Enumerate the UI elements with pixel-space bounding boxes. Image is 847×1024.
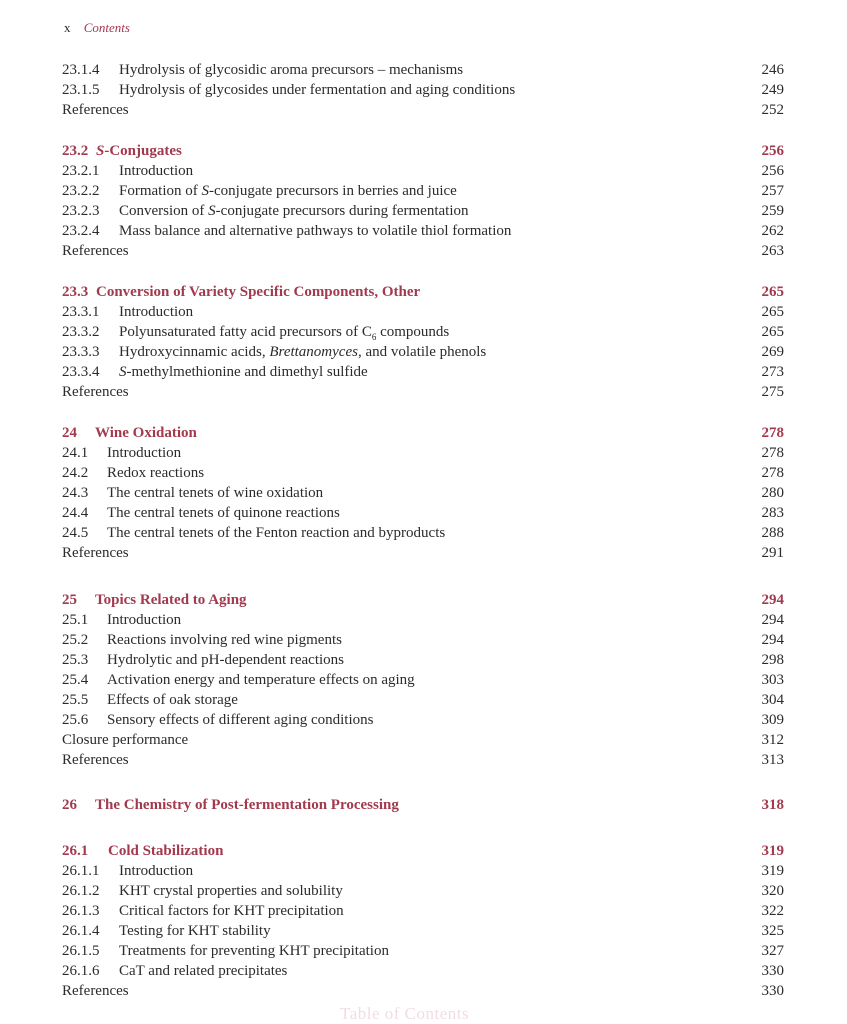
entry-title: S-methylmethionine and dimethyl sulfide <box>119 364 368 380</box>
entry-title: Sensory effects of different aging conditions <box>107 712 374 728</box>
running-head-title: Contents <box>83 20 130 35</box>
toc-entry[interactable] <box>62 201 784 221</box>
entry-number: 23.2 <box>62 143 89 159</box>
entry-title: References <box>62 102 129 118</box>
entry-page: 278 <box>761 445 784 461</box>
entry-number: 23.3.4 <box>62 364 100 380</box>
toc-entry[interactable] <box>62 503 784 523</box>
entry-number: 26.1.2 <box>62 883 100 899</box>
toc-entry-references[interactable] <box>62 981 784 1001</box>
toc-entry[interactable] <box>62 710 784 730</box>
toc-entry[interactable] <box>62 690 784 710</box>
entry-title: Hydrolysis of glycosides under fermentation and aging conditions <box>119 82 516 98</box>
toc-entry[interactable] <box>62 630 784 650</box>
toc-entry[interactable] <box>62 362 784 382</box>
entry-page: 318 <box>761 797 784 813</box>
entry-title: KHT crystal properties and solubility <box>119 883 343 899</box>
entry-page: 330 <box>761 963 784 979</box>
entry-page: 280 <box>761 485 784 501</box>
toc-entry[interactable] <box>62 650 784 670</box>
entry-number: 23.3.1 <box>62 304 100 320</box>
entry-page: 265 <box>761 324 784 340</box>
entry-page: 291 <box>761 545 784 561</box>
entry-title: Activation energy and temperature effects on aging <box>107 672 415 688</box>
running-head <box>64 20 130 36</box>
entry-number: 24 <box>62 425 77 441</box>
toc-entry[interactable] <box>62 670 784 690</box>
entry-title: The central tenets of the Fenton reaction and byproducts <box>107 525 446 541</box>
entry-page: 320 <box>761 883 784 899</box>
entry-page: 275 <box>761 384 784 400</box>
entry-title: Introduction <box>107 612 182 628</box>
toc-entry[interactable] <box>62 861 784 881</box>
entry-number: 23.2.3 <box>62 203 100 219</box>
entry-page: 262 <box>761 223 784 239</box>
entry-page: 327 <box>761 943 784 959</box>
entry-title: Closure performance <box>62 732 189 748</box>
toc-entry-references[interactable] <box>62 750 784 770</box>
entry-title: Mass balance and alternative pathways to volatile thiol formation <box>119 223 512 239</box>
entry-page: 269 <box>761 344 784 360</box>
entry-title: References <box>62 983 129 999</box>
entry-page: 265 <box>761 304 784 320</box>
toc-entry-references[interactable] <box>62 382 784 402</box>
entry-page: 303 <box>761 672 784 688</box>
entry-page: 283 <box>761 505 784 521</box>
entry-title: Hydroxycinnamic acids, Brettanomyces, and volatile phenols <box>119 344 487 360</box>
entry-title: The Chemistry of Post-fermentation Processing <box>95 797 399 813</box>
entry-number: 25.6 <box>62 712 89 728</box>
entry-number: 25.3 <box>62 652 89 668</box>
entry-title: Reactions involving red wine pigments <box>107 632 342 648</box>
toc-entry[interactable] <box>62 342 784 362</box>
toc-entry[interactable] <box>62 523 784 543</box>
toc-chapter-heading[interactable] <box>62 795 784 815</box>
entry-title: The central tenets of wine oxidation <box>107 485 324 501</box>
entry-title: Conversion of Variety Specific Components, Other <box>96 284 421 300</box>
entry-page: 252 <box>761 102 784 118</box>
toc-entry[interactable] <box>62 941 784 961</box>
entry-number: 26.1.6 <box>62 963 100 979</box>
entry-number: 26 <box>62 797 77 813</box>
entry-number: 26.1.3 <box>62 903 100 919</box>
entry-title: References <box>62 243 129 259</box>
entry-title: References <box>62 545 129 561</box>
entry-page: 298 <box>761 652 784 668</box>
entry-number: 26.1.4 <box>62 923 100 939</box>
running-head-page-number: x <box>64 20 71 35</box>
entry-number: 23.3.2 <box>62 324 100 340</box>
entry-number: 23.1.5 <box>62 82 100 98</box>
toc-entry[interactable] <box>62 463 784 483</box>
entry-page: 322 <box>761 903 784 919</box>
entry-page: 256 <box>761 163 784 179</box>
entry-page: 246 <box>761 62 784 78</box>
entry-page: 278 <box>761 425 784 441</box>
toc-entry[interactable] <box>62 322 784 342</box>
entry-page: 294 <box>761 592 784 608</box>
entry-number: 24.4 <box>62 505 89 521</box>
toc-entry[interactable] <box>62 881 784 901</box>
entry-title: Introduction <box>119 304 194 320</box>
entry-page: 288 <box>761 525 784 541</box>
entry-title: CaT and related precipitates <box>119 963 288 979</box>
toc-chapter-heading[interactable] <box>62 590 784 610</box>
entry-title: Critical factors for KHT precipitation <box>119 903 344 919</box>
entry-number: 25.4 <box>62 672 89 688</box>
entry-page: 249 <box>761 82 784 98</box>
entry-title: Redox reactions <box>107 465 205 481</box>
entry-page: 313 <box>761 752 784 768</box>
toc-section-heading[interactable] <box>62 141 784 161</box>
entry-page: 304 <box>761 692 784 708</box>
entry-title: Conversion of S-conjugate precursors during fermentation <box>119 203 469 219</box>
toc-entry[interactable] <box>62 901 784 921</box>
entry-number: 23.1.4 <box>62 62 100 78</box>
entry-number: 23.2.1 <box>62 163 100 179</box>
entry-number: 26.1.5 <box>62 943 100 959</box>
entry-number: 25 <box>62 592 77 608</box>
entry-title: S-Conjugates <box>96 143 182 159</box>
entry-title: Hydrolysis of glycosidic aroma precursors – mechanisms <box>119 62 464 78</box>
entry-number: 24.3 <box>62 485 89 501</box>
entry-page: 330 <box>761 983 784 999</box>
entry-number: 23.2.4 <box>62 223 100 239</box>
entry-title: Testing for KHT stability <box>119 923 271 939</box>
entry-page: 319 <box>761 843 784 859</box>
entry-page: 263 <box>761 243 784 259</box>
entry-title: Cold Stabilization <box>108 843 224 859</box>
entry-number: 24.5 <box>62 525 89 541</box>
entry-title: Treatments for preventing KHT precipitation <box>119 943 389 959</box>
toc-entry[interactable] <box>62 221 784 241</box>
toc-entry[interactable] <box>62 610 784 630</box>
toc-entry[interactable] <box>62 921 784 941</box>
entry-page: 312 <box>761 732 784 748</box>
entry-number: 23.3.3 <box>62 344 100 360</box>
entry-title: References <box>62 384 129 400</box>
entry-title: Topics Related to Aging <box>95 592 247 608</box>
toc-entry[interactable] <box>62 730 784 750</box>
entry-title: Hydrolytic and pH-dependent reactions <box>107 652 345 668</box>
entry-title: Introduction <box>119 163 194 179</box>
toc-entry[interactable] <box>62 443 784 463</box>
entry-number: 25.5 <box>62 692 89 708</box>
entry-title: References <box>62 752 129 768</box>
entry-title: Wine Oxidation <box>95 425 197 441</box>
entry-page: 259 <box>761 203 784 219</box>
entry-title: Introduction <box>107 445 182 461</box>
toc-entry[interactable] <box>62 483 784 503</box>
entry-title: Introduction <box>119 863 194 879</box>
entry-title: Effects of oak storage <box>107 692 238 708</box>
entry-number: 25.2 <box>62 632 89 648</box>
entry-page: 273 <box>761 364 784 380</box>
toc-entry[interactable] <box>62 161 784 181</box>
entry-page: 294 <box>761 632 784 648</box>
entry-title: The central tenets of quinone reactions <box>107 505 340 521</box>
entry-number: 24.2 <box>62 465 89 481</box>
entry-number: 26.1 <box>62 843 89 859</box>
entry-page: 257 <box>761 183 784 199</box>
entry-page: 319 <box>761 863 784 879</box>
entry-page: 278 <box>761 465 784 481</box>
entry-page: 309 <box>761 712 784 728</box>
toc-entry[interactable] <box>62 961 784 981</box>
entry-page: 325 <box>761 923 784 939</box>
toc-section-heading[interactable] <box>62 841 784 861</box>
toc-entry[interactable] <box>62 181 784 201</box>
entry-number: 24.1 <box>62 445 89 461</box>
entry-title: Polyunsaturated fatty acid precursors of $C_6$ compounds <box>119 324 450 342</box>
toc-chapter-heading[interactable] <box>62 423 784 443</box>
watermark-text: Table of Contents <box>340 1004 470 1023</box>
entry-number: 25.1 <box>62 612 89 628</box>
toc-entry-references[interactable] <box>62 543 784 563</box>
toc-entry-references[interactable] <box>62 100 784 120</box>
entry-number: 26.1.1 <box>62 863 100 879</box>
toc-entry-references[interactable] <box>62 241 784 261</box>
toc-entry[interactable] <box>62 302 784 322</box>
toc-entry[interactable] <box>62 60 784 80</box>
entry-number: 23.2.2 <box>62 183 100 199</box>
entry-title: Formation of S-conjugate precursors in berries and juice <box>119 183 457 199</box>
toc-entry[interactable] <box>62 80 784 100</box>
entry-page: 294 <box>761 612 784 628</box>
entry-page: 265 <box>761 284 784 300</box>
entry-page: 256 <box>761 143 784 159</box>
toc-section-heading[interactable] <box>62 282 784 302</box>
entry-number: 23.3 <box>62 284 89 300</box>
